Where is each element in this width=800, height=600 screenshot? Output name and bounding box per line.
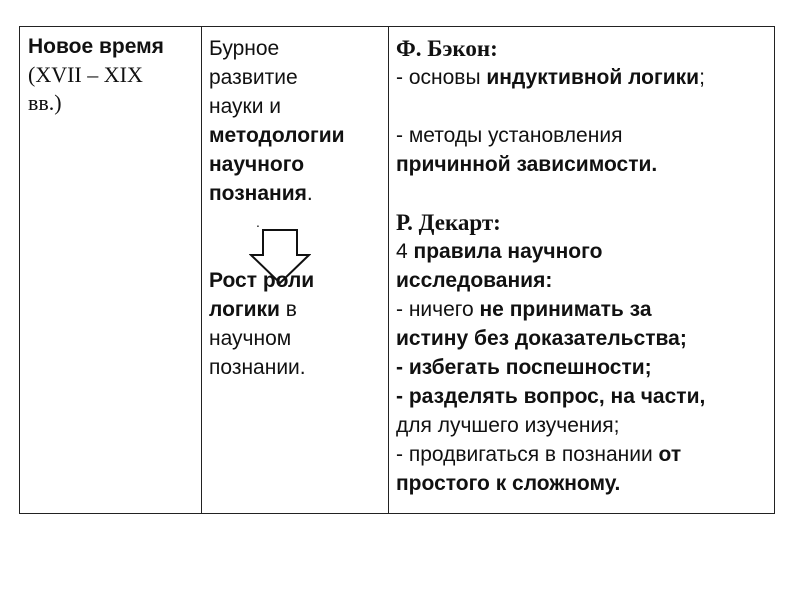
rule-item: - избегать поспешности;	[396, 356, 652, 379]
period-text: .	[306, 182, 313, 205]
plain-text: в	[279, 298, 297, 321]
bold-text: не принимать за	[479, 298, 652, 321]
era-period-unit: вв.)	[28, 90, 62, 115]
history-table	[19, 26, 775, 514]
plain-text: - основы	[396, 66, 487, 89]
rule-item: для лучшего изучения;	[396, 414, 620, 437]
bacon-heading: Ф. Бэкон:	[396, 36, 498, 61]
bold-text: логики	[209, 298, 280, 321]
bold-text: индуктивной логики	[486, 66, 700, 89]
rule-item: - разделять вопрос, на части,	[396, 385, 706, 408]
rule-item	[396, 295, 775, 324]
era-period: (XVII – XIX	[28, 62, 143, 87]
rule-item: простого к сложному.	[396, 472, 621, 495]
text-line: научного	[209, 153, 305, 176]
text-line: развитие	[209, 66, 298, 89]
rule-item: истину без доказательства;	[396, 327, 687, 350]
scientists-cell	[389, 27, 775, 498]
bold-text: познания	[209, 182, 307, 205]
text-line: методологии	[209, 124, 345, 147]
rule-item	[396, 440, 775, 469]
text-line: Бурное	[209, 37, 280, 60]
plain-text: ;	[699, 66, 705, 89]
bacon-item-bold: причинной зависимости.	[396, 153, 658, 176]
bacon-item: - методы установления	[396, 124, 623, 147]
text-line: Рост роли	[209, 269, 315, 292]
plain-text: 4	[396, 240, 414, 263]
development-cell	[202, 27, 388, 382]
plain-text: - продвигаться в познании	[396, 443, 659, 466]
bold-text: правила научного	[413, 240, 603, 263]
down-arrow-icon	[249, 229, 311, 285]
descartes-heading: Р. Декарт:	[396, 210, 501, 235]
text-line: познании.	[209, 356, 306, 379]
text-line: науки и	[209, 95, 282, 118]
text-line	[209, 295, 388, 324]
dot-mark: .	[256, 214, 260, 230]
text-line: научном	[209, 327, 292, 350]
era-title: Новое время	[28, 35, 164, 58]
text-line	[209, 179, 388, 208]
rules-line: исследования:	[396, 269, 553, 292]
era-cell	[20, 27, 201, 117]
bold-text: от	[658, 443, 682, 466]
bacon-item	[396, 63, 775, 92]
rules-line	[396, 237, 775, 266]
plain-text: - ничего	[396, 298, 480, 321]
